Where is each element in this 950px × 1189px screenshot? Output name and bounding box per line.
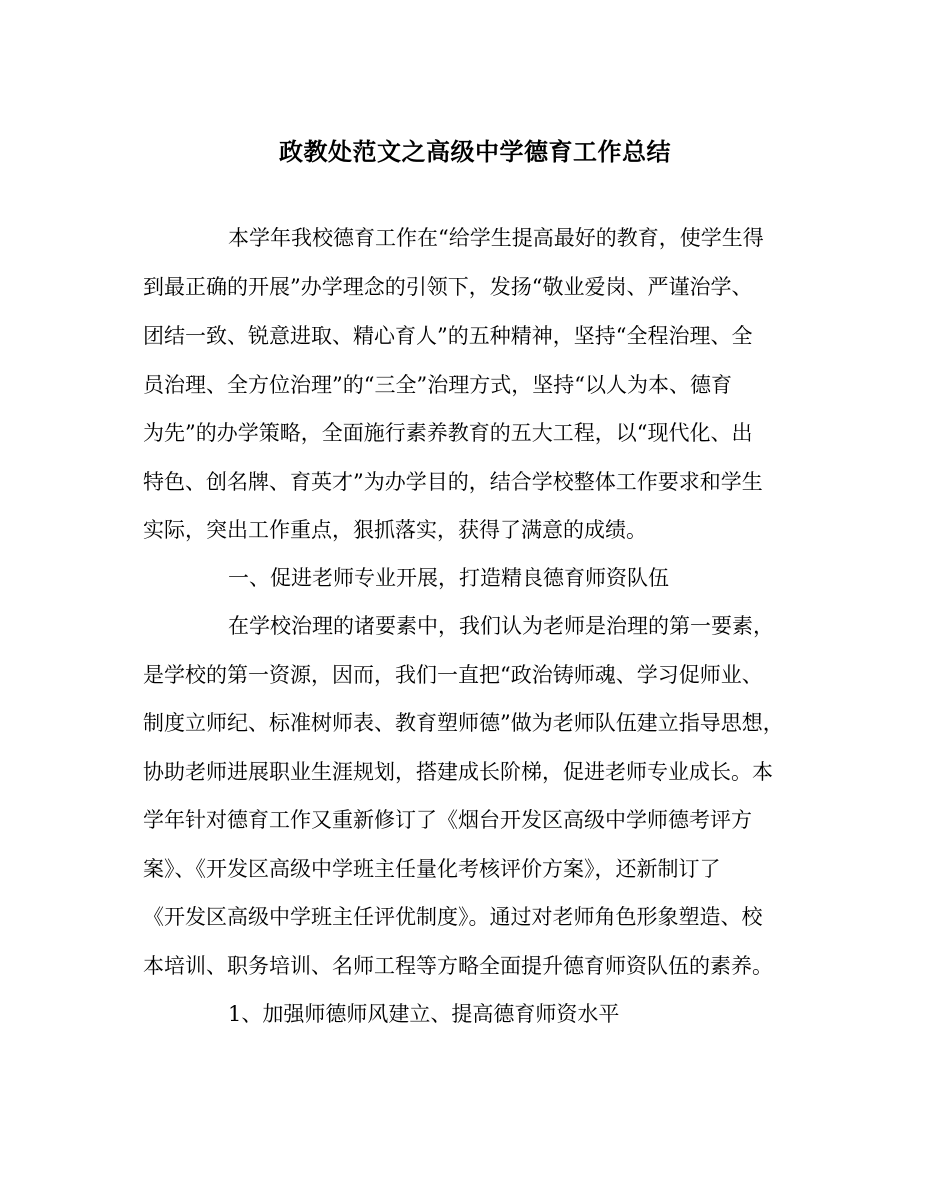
- paragraph-line: 案》、《开发区高级中学班主任量化考核评价方案》，还新制订了: [143, 857, 721, 881]
- paragraph-line: 本培训、职务培训、名师工程等方略全面提升德育师资队伍的素养。: [143, 954, 773, 978]
- paragraph-line: 本学年我校德育工作在“给学生提高最好的教育，使学生得: [228, 226, 764, 250]
- subsection-heading: 1、加强师德师风建立、提高德育师资水平: [228, 1002, 620, 1026]
- paragraph-line: 《开发区高级中学班主任评优制度》。通过对老师角色形象塑造、校: [143, 905, 763, 929]
- paragraph-line: 是学校的第一资源，因而，我们一直把“政治铸师魂、学习促师业、: [143, 663, 763, 687]
- paragraph-line: 在学校治理的诸要素中，我们认为老师是治理的第一要素，: [228, 614, 774, 638]
- document-title: 政教处范文之高级中学德育工作总结: [279, 137, 671, 166]
- paragraph-line: 制度立师纪、标准树师表、教育塑师德”做为老师队伍建立指导思想，: [143, 711, 784, 735]
- paragraph-line: 协助老师进展职业生涯规划，搭建成长阶梯，促进老师专业成长。本: [143, 760, 773, 784]
- paragraph-line: 为先”的办学策略，全面施行素养教育的五大工程，以“现代化、出: [143, 421, 753, 445]
- paragraph-line: 学年针对德育工作又重新修订了《烟台开发区高级中学师德考评方: [143, 808, 752, 832]
- paragraph-line: 实际，突出工作重点，狠抓落实，获得了满意的成绩。: [143, 518, 647, 542]
- paragraph-line: 特色、创名牌、育英才”为办学目的，结合学校整体工作要求和学生: [143, 470, 763, 494]
- section-heading: 一、促进老师专业开展，打造精良德育师资队伍: [228, 566, 669, 590]
- paragraph-line: 团结一致、锐意进取、精心育人”的五种精神，坚持“全程治理、全: [143, 324, 753, 348]
- paragraph-line: 到最正确的开展”办学理念的引领下，发扬“敬业爱岗、严谨治学、: [143, 275, 753, 299]
- paragraph-line: 员治理、全方位治理”的“三全”治理方式，坚持“以人为本、德育: [143, 373, 732, 397]
